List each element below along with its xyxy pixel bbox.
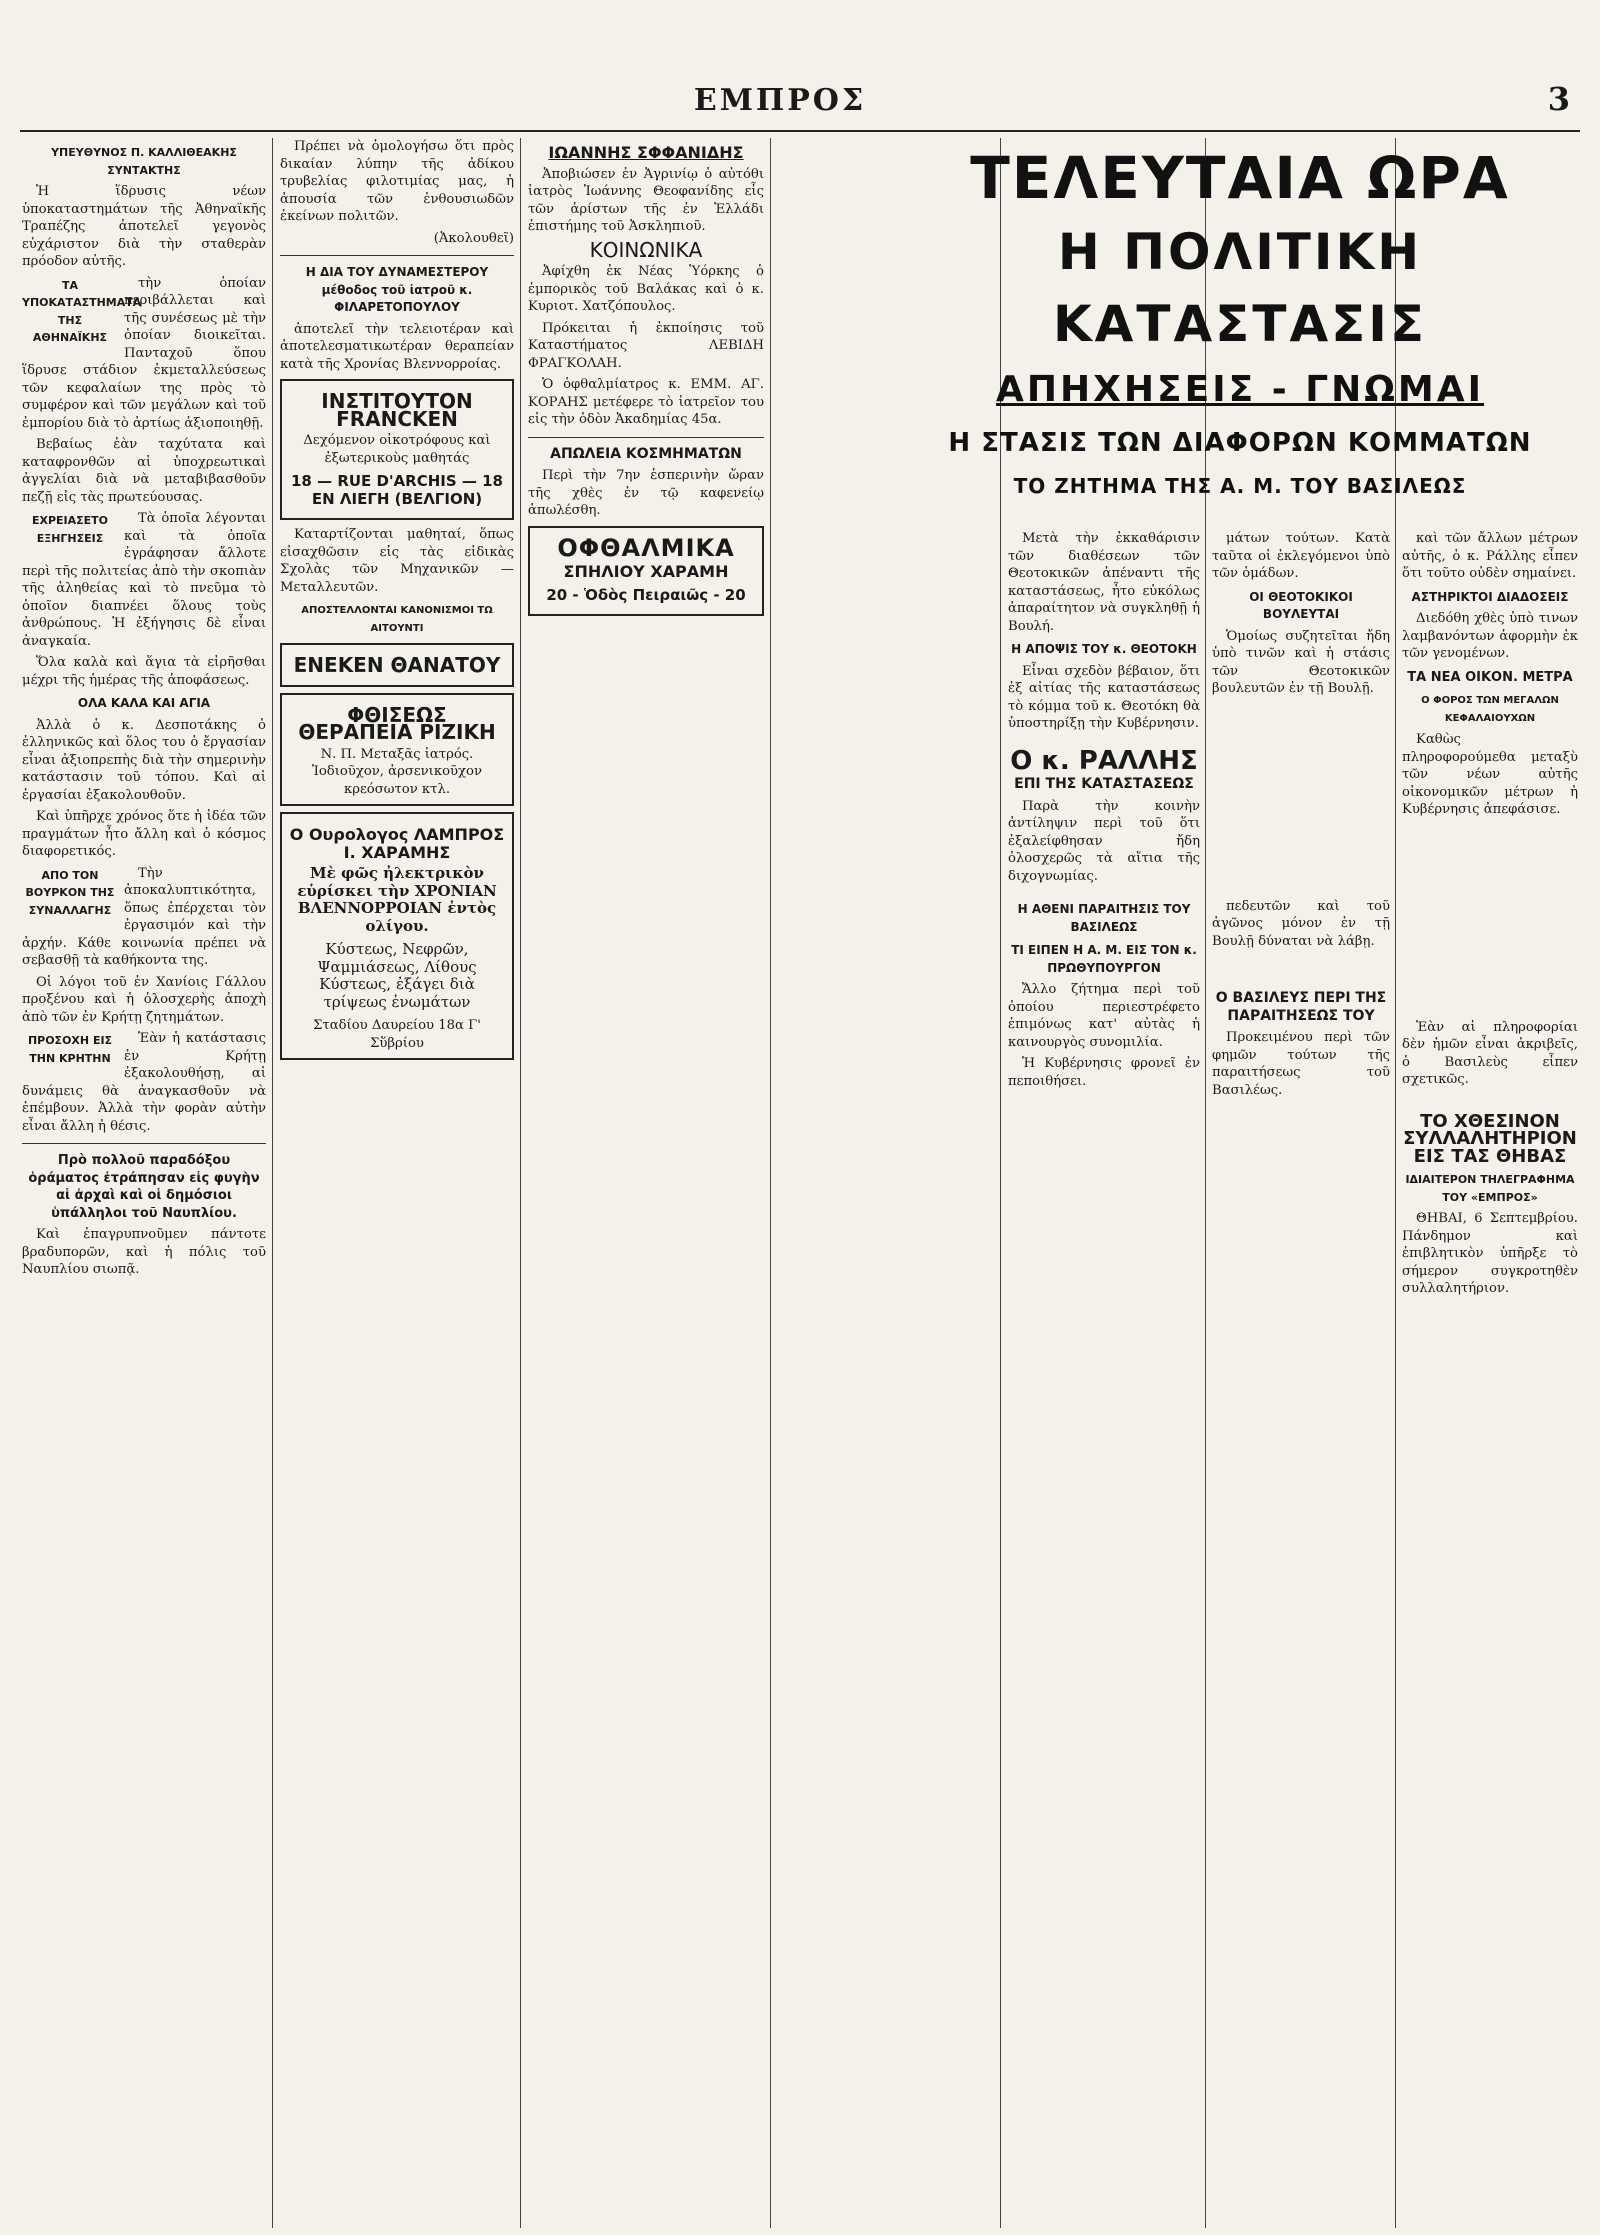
section-heading: Η ΑΠΟΨΙΣ ΤΟΥ κ. ΘΕΟΤΟΚΗ: [1011, 642, 1197, 656]
section-heading: Πρὸ πολλοῦ παραδόξου ὁράματος ἐτράπησαν εἰς φυγὴν αἱ ἀρχαὶ καὶ οἱ δημόσιοι ὑπάλληλοι τοῦ Ναυπλίου.: [28, 1153, 260, 1221]
section-heading: ΑΠΟΣΤΕΛΛΟΝΤΑΙ ΚΑΝΟΝΙΣΜΟΙ ΤΩ ΑΙΤΟΥΝΤΙ: [301, 605, 493, 634]
paragraph: Πρόκειται ἡ ἐκποίησις τοῦ Καταστήματος ΛΕΒΙΔΗ ΦΡΑΓΚΟΛΑΗ.: [528, 320, 764, 371]
section-heading: ΤΑ ΝΕΑ ΟΙΚΟΝ. ΜΕΤΡΑ: [1407, 669, 1573, 685]
paragraph: Διεδόθη χθὲς ὑπὸ τινων λαμβανόντων ἀφορμὴν ἐκ τῶν γενομένων.: [1402, 611, 1578, 661]
paragraph: Εἶναι σχεδὸν βέβαιον, ὅτι ἐξ αἰτίας τῆς καταστάσεως τὸ κόμμα τοῦ κ. Θεοτόκη θὰ ὑποστηρίξῃ τὴν Κυβέρνησιν.: [1008, 663, 1200, 731]
paragraph: Ὁ ὁφθαλμίατρος κ. ΕΜΜ. ΑΓ. ΚΟΡΑΗΣ μετέφερε τὸ ἰατρεῖον του εἰς τὴν ὁδὸν Ἀκαδημίας 45α.: [528, 377, 764, 427]
section-heading: ΙΔΙΑΙΤΕΡΟΝ ΤΗΛΕΓΡΑΦΗΜΑ ΤΟΥ «ΕΜΠΡΟΣ»: [1405, 1173, 1575, 1204]
side-heading: ΤΑ ΥΠΟΚΑΤΑΣΤΗΜΑΤΑ ΤΗΣ ΑΘΗΝΑΪΚΗΣ: [22, 278, 142, 344]
ad-body: Μὲ φῶς ἠλεκτρικὸν εὑρίσκει τὴν ΧΡΟΝΙΑΝ ΒΛΕΝΝΟΡΡΟΙΑΝ ἐντὸς ολίγου.: [297, 864, 497, 935]
side-heading: ΑΠΟ ΤΟΝ ΒΟΥΡΚΟΝ ΤΗΣ ΣΥΝΑΛΛΑΓΗΣ: [25, 868, 115, 917]
ad-subtitle: ΣΠΗΛΙΟΥ ΧΑΡΑΜΗ: [563, 562, 729, 581]
paragraph: Καὶ ἐπαγρυπνοῦμεν πάντοτε βραδυπορῶν, καὶ ἡ πόλις τοῦ Ναυπλίου σιωπᾷ.: [22, 1227, 266, 1277]
paragraph: πεδευτῶν καὶ τοῦ ἀγῶνος μόνον ἐν τῇ Βουλῇ δύναται νὰ λάβῃ.: [1212, 898, 1390, 949]
paragraph: Ἄλλο ζήτημα περὶ τοῦ ὁποίου περιεστρέφετο ἐπιμόνως κατ' αὐτὰς ἡ καινουργὸς συνομιλία.: [1008, 982, 1200, 1050]
divider: [280, 255, 514, 256]
section-heading: ΟΙ ΘΕΟΤΟΚΙΚΟΙ ΒΟΥΛΕΥΤΑΙ: [1249, 589, 1353, 621]
paragraph: Οἱ λόγοι τοῦ ἐν Χανίοις Γάλλου προξένου καὶ ἡ ὁλοσχερὴς ἀποχὴ ἀπὸ τῶν ἐν Κρήτῃ ζητημάτων.: [22, 974, 266, 1025]
divider: [22, 1143, 266, 1144]
paragraph: Ἀποβιώσεν ἐν Ἀγρινίῳ ὁ αὐτόθι ἰατρὸς Ἰωάννης Θεοφανίδης εἷς τῶν ἀρίστων τῆς ἐν Ἑλλάδι ἐπιστήμης τοῦ Ἀσκληπιοῦ.: [528, 166, 764, 234]
section-heading: ΟΛΑ ΚΑΛΑ ΚΑΙ ΑΓΙΑ: [77, 696, 211, 710]
paragraph: Ὅλα καλὰ καὶ ἅγια τὰ εἰρῆσθαι μέχρι τῆς ἡμέρας τῆς ἀποφάσεως.: [22, 655, 266, 688]
headline-king: ΤΟ ΖΗΤΗΜΑ ΤΗΣ Α. Μ. ΤΟΥ ΒΑΣΙΛΕΩΣ: [1013, 474, 1467, 498]
ad-address: 18 — RUE D'ARCHIS — 18 ΕΝ ΛΙΕΓΗ (ΒΕΛΓΙΟΝ): [291, 472, 503, 508]
paragraph: Καθὼς πληροφορούμεθα μεταξὺ τῶν νέων αὐτῆς οἰκονομικῶν μέτρων ἡ Κυβέρνησις ἀπεφάσισε.: [1402, 732, 1578, 817]
ad-title: ΟΦΘΑΛΜΙΚΑ: [557, 533, 735, 562]
headline-parties: Η ΣΤΑΣΙΣ ΤΩΝ ΔΙΑΦΟΡΩΝ ΚΟΜΜΑΤΩΝ: [948, 428, 1532, 458]
paragraph: Ἐὰν ἡ κατάστασις ἐν Κρήτῃ ἐξακολουθήσῃ, αἱ δυνάμεις θὰ ἀναγκασθοῦν νὰ ἐπέμβουν. Ἀλλὰ τὴν φορὰν αὐτὴν εἶναι ἄλλη ἡ θέσις.: [22, 1031, 266, 1134]
ad-body: Κύστεως, Νεφρῶν, Ψαμμιάσεως, Λίθους Κύστεως, ἐξάγει διὰ τρίψεως ἐνωμάτων: [317, 940, 477, 1011]
paragraph: Καὶ ὑπῆρχε χρόνος ὅτε ἡ ἰδέα τῶν πραγμάτων ἦτο ἄλλη καὶ ὁ κόσμος διαφορετικός.: [22, 809, 266, 859]
ad-body: Ν. Π. Μεταξᾶς ἰατρός. Ἰοδιοῦχον, ἀρσενικοῦχον κρεόσωτον κτλ.: [311, 746, 483, 797]
ad-title: Ο Ουρολογος ΛΑΜΠΡΟΣ Ι. ΧΑΡΑΜΗΣ: [289, 825, 505, 862]
headline-last-hour: ΤΕΛΕΥΤΑΙΑ ΩΡΑ: [970, 144, 1510, 212]
advertisement: [528, 526, 764, 617]
ad-title: ΙΝΣΤΙΤΟΥΤΟΝ FRANCKEN: [321, 389, 473, 431]
advertisement: [280, 812, 514, 1060]
paragraph: μάτων τούτων. Κατὰ ταῦτα οἱ ἐκλεγόμενοι ὑπὸ τῶν ὁμάδων.: [1212, 531, 1390, 581]
paragraph: Προκειμένου περὶ τῶν φημῶν τούτων τῆς παραιτήσεως τοῦ Βασιλέως.: [1212, 1030, 1390, 1098]
headline-political: Η ΠΟΛΙΤΙΚΗ ΚΑΤΑΣΤΑΣΙΣ: [1052, 223, 1428, 353]
paragraph: Ὁμοίως συζητεῖται ἤδη ὑπὸ τινῶν καὶ ἡ στάσις τῶν Θεοτοκικῶν βουλευτῶν ἐν τῇ Βουλῇ.: [1212, 628, 1390, 696]
paper-name: ΕΜΠΡΟΣ: [693, 83, 867, 118]
headline-echoes: ΑΠΗΧΗΣΕΙΣ - ΓΝΩΜΑΙ: [996, 369, 1484, 410]
paragraph: καὶ τῶν ἄλλων μέτρων αὐτῆς, ὁ κ. Ράλλης εἶπεν ὅτι τοῦτο οὐδὲν σημαίνει.: [1402, 531, 1578, 581]
column-4b: [1212, 530, 1390, 2225]
paragraph: ΘΗΒΑΙ, 6 Σεπτεμβρίου. Πάνδημον καὶ ἐπιβλητικὸν ὑπῆρξε τὸ σήμερον συγκροτηθὲν συλλαλητήριον.: [1402, 1211, 1578, 1296]
paragraph: τὴν ὁποίαν περιβάλλεται καὶ τῆς συνέσεως μὲ τὴν ὁποίαν διοικεῖται. Πανταχοῦ ὅπου ἵδρυσε στάδιον ἐκμεταλλεύσεως τῶν κεφαλαίων της πρὸς τὸ συμφέρον καὶ τῶν μεγάλων καὶ τοῦ ἐμπορίου διὰ τὸ ἀρτίως ἀξιοποιηθῇ.: [22, 275, 266, 431]
advertisement: [280, 379, 514, 520]
side-heading: ΠΡΟΣΟΧΗ ΕΙΣ ΤΗΝ ΚΡΗΤΗΝ: [27, 1034, 113, 1065]
side-heading: ΕΧΡΕΙΑΣΕΤΟ ΕΞΗΓΗΣΕΙΣ: [31, 514, 109, 545]
page-number: 3: [1547, 80, 1570, 118]
paragraph: ἀποτελεῖ τὴν τελειοτέραν καὶ ἀποτελεσματικωτέραν θεραπείαν κατὰ τῆς Χρονίας Βλεννορροίας.: [280, 321, 514, 372]
paragraph: Τὰ ὁποῖα λέγονται καὶ τὰ ὁποῖα ἐγράφησαν ἄλλοτε περὶ τῆς πολιτείας ἀπὸ τὴν σκοπιὰν τῆς ἀληθείας καὶ τὸ πνεῦμα τὸ ὁποῖον διαπνέει ὅλους τοὺς ἀνθρώπους. Ἡ ἐξήγησις δὲ εἶναι ἀναγκαία.: [22, 511, 266, 649]
signature: (Ἀκολουθεῖ): [433, 230, 514, 246]
section-heading: ΤΟ ΧΘΕΣΙΝΟΝ ΣΥΛΛΑΛΗΤΗΡΙΟΝ ΕΙΣ ΤΑΣ ΘΗΒΑΣ: [1403, 1110, 1577, 1167]
section-heading: Η ΑΘΕΝΙ ΠΑΡΑΙΤΗΣΙΣ ΤΟΥ ΒΑΣΙΛΕΩΣ: [1017, 902, 1191, 934]
ad-address: Σταδίου Δαυρείου 18α Γ' Σὕβρίου: [313, 1018, 481, 1051]
column-3: [528, 138, 764, 2223]
divider: [528, 437, 764, 438]
column-rule: [272, 138, 273, 2228]
paragraph: Τὴν ἀποκαλυπτικότητα, ὅπως ἐπέρχεται τὸν ἐργασιμόν καὶ τὴν ἀρχήν. Κάθε κοινωνία πρέπει νὰ σεβασθῇ τὰ καθήκοντα της.: [22, 865, 266, 968]
column-4c: [1402, 530, 1578, 2225]
masthead: [20, 0, 1580, 132]
paragraph: Μετὰ τὴν ἐκκαθάρισιν τῶν διαθέσεων τῶν Θεοτοκικῶν ἀπέναντι τῆς καταστάσεως, ἦτο εὐκόλως ἀπαραίτητον νὰ συγκληθῇ ἡ Βουλή.: [1008, 531, 1200, 634]
column-4a: [1008, 530, 1200, 2225]
section-heading: Η ΔΙΑ ΤΟΥ ΔΥΝΑΜΕΣΤΕΡΟΥ μέθοδος τοῦ ἰατροῦ κ. ΦΙΛΑΡΕΤΟΠΟΥΛΟΥ: [305, 265, 489, 314]
section-heading: Ο ΦΟΡΟΣ ΤΩΝ ΜΕΓΑΛΩΝ ΚΕΦΑΛΑΙΟΥΧΩΝ: [1421, 695, 1559, 724]
ad-title: ΕΝΕΚΕΝ ΘΑΝΑΤΟΥ: [293, 653, 501, 677]
section-heading: ΕΠΙ ΤΗΣ ΚΑΤΑΣΤΑΣΕΩΣ: [1014, 776, 1194, 792]
paragraph: Παρὰ τὴν κοινὴν ἀντίληψιν περὶ τοῦ ὅτι ἐξαλείφθησαν ἤδη ὁλοσχερῶς τὰ αἴτια τῆς διχογνωμίας.: [1008, 798, 1200, 884]
column-rule: [520, 138, 521, 2228]
ad-title: ΦΘΙΣΕΩΣ ΘΕΡΑΠΕΙΑ ΡΙΖΙΚΗ: [298, 702, 496, 744]
paragraph: Ἀφίχθη ἐκ Νέας Ὑόρκης ὁ ἐμπορικὸς τοῦ Βαλάκας καὶ ὁ κ. Κυριοτ. Χατζόπουλος.: [528, 264, 764, 314]
main-headline: [905, 140, 1575, 506]
paragraph: Καταρτίζονται μαθηταί, ὅπως εἰσαχθῶσιν εἰς τὰς εἰδικὰς Σχολὰς τῶν Μηχανικῶν — Μεταλλευτῶν.: [280, 527, 514, 595]
section-heading: ΙΩΑΝΝΗΣ ΣΦΦΑΝΙΔΗΣ: [548, 143, 744, 162]
ad-subtitle: Δεχόμενον οἰκοτρόφους καὶ ἐξωτερικοὺς μαθητάς: [303, 433, 491, 466]
paragraph: Πρέπει νὰ ὁμολογήσω ὅτι πρὸς δικαίαν λύπην τῆς ἀδίκου τρυβελίας φιλοτιμίας μας, ἡ ἀπουσία τῶν ἐνθουσιωδῶν ἐκείνων πολιτῶν.: [280, 139, 514, 224]
advertisement: [280, 643, 514, 687]
section-heading: ΑΠΩΛΕΙΑ ΚΟΣΜΗΜΑΤΩΝ: [550, 445, 742, 462]
section-heading: ΚΟΙΝΩΝΙΚΑ: [589, 237, 703, 262]
advertisement: [280, 693, 514, 807]
section-heading: Ο κ. ΡΑΛΛΗΣ: [1010, 745, 1198, 776]
editor-line: ΥΠΕΥΘΥΝΟΣ Π. ΚΑΛΛΙΘΕΑΚΗΣ ΣΥΝΤΑΚΤΗΣ: [51, 146, 237, 177]
paragraph: Περὶ τὴν 7ην ἑσπερινὴν ὥραν τῆς χθὲς ἐν τῷ καφενείῳ ἀπωλέσθη.: [528, 468, 764, 518]
paragraph: Ἐὰν αἱ πληροφορίαι δὲν ἡμῶν εἶναι ἀκριβεῖς, ὁ Βασιλεὺς εἶπεν σχετικῶς.: [1402, 1019, 1578, 1087]
section-heading: ΑΣΤΗΡΙΚΤΟΙ ΔΙΑΔΟΣΕΙΣ: [1411, 589, 1569, 604]
column-1: [22, 138, 266, 2223]
paragraph: Ἡ Κυβέρνησις φρονεῖ ἐν πεποιθήσει.: [1008, 1056, 1200, 1089]
section-heading: Ο ΒΑΣΙΛΕΥΣ ΠΕΡΙ ΤΗΣ ΠΑΡΑΙΤΗΣΕΩΣ ΤΟΥ: [1215, 990, 1387, 1024]
column-2: [280, 138, 514, 2223]
paragraph: Ἀλλὰ ὁ κ. Δεσποτάκης ὁ ἐλληνικῶς καὶ ὅλος του ὁ ἔργασίαν εἶναι ἀξιοπρεπὴς διὰ τὴν σημερινὴν κατάστασιν τοῦ τόπου. Καὶ αἱ ἐργασίαι ἐξακολουθοῦν.: [22, 717, 266, 803]
paragraph: Βεβαίως ἐὰν ταχύτατα καὶ καταφρονθῶν αἱ ὑποχρεωτικαὶ ἀγγελίαι διὰ νὰ μεταβιβασθοῦν πεζῇ εἰς τὰς πρωτεύουσας.: [22, 437, 266, 505]
ad-address: 20 - Ὁδὸς Πειραιῶς - 20: [546, 585, 746, 604]
section-heading: ΤΙ ΕΙΠΕΝ Η Α. Μ. ΕΙΣ ΤΟΝ κ. ΠΡΩΘΥΠΟΥΡΓΟΝ: [1011, 943, 1197, 975]
column-rule: [770, 138, 771, 2228]
paragraph: Ἡ ἵδρυσις νέων ὑποκαταστημάτων τῆς Ἀθηναϊκῆς Τραπέζης ἀποτελεῖ γεγονὸς εὐχάριστον διὰ τὴν σταθερὰν πρόοδον αὐτῆς.: [22, 184, 266, 269]
